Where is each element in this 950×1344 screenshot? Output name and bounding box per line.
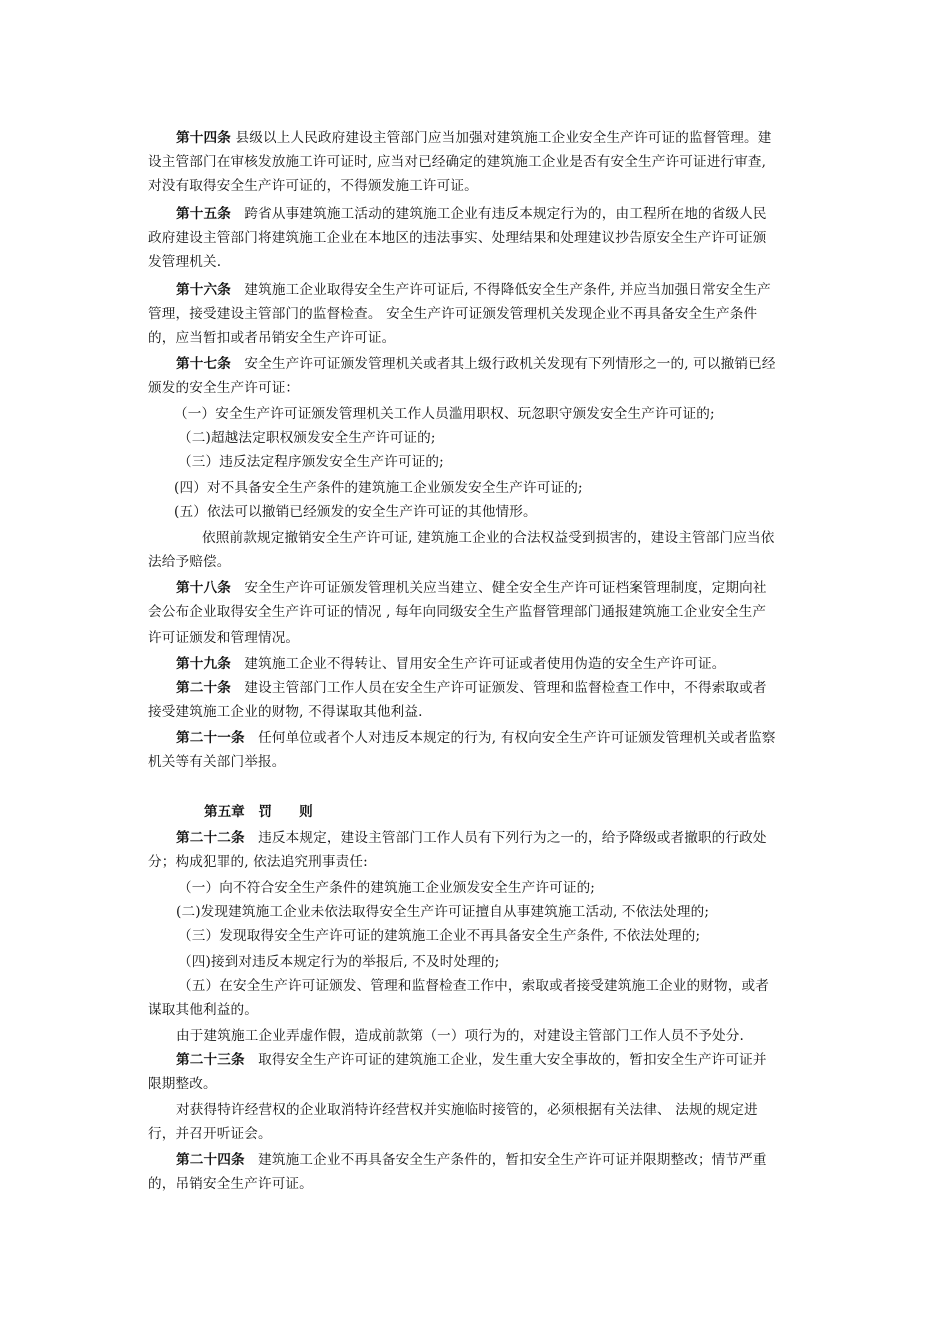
article-15-line-1: 第十五条 跨省从事建筑施工活动的建筑施工企业有违反本规定行为的，由工程所在地的省级人民 xyxy=(176,206,767,222)
article-23-para-line-1: 对获得特许经营权的企业取消特许经营权并实施临时接管的，必须根据有关法律、 法规的规定进 xyxy=(176,1102,758,1118)
article-15-line-3: 发管理机关. xyxy=(148,254,222,270)
article-19-line-1: 第十九条 建筑施工企业不得转让、冒用安全生产许可证或者使用伪造的安全生产许可证。 xyxy=(176,656,726,672)
article-18-line-1: 第十八条 安全生产许可证颁发管理机关应当建立、健全安全生产许可证档案管理制度，定期向社 xyxy=(176,580,767,596)
article-14-line-3: 对没有取得安全生产许可证的，不得颁发施工许可证。 xyxy=(148,178,478,194)
article-17-item-5: (五）依法可以撤销已经颁发的安全生产许可证的其他情形。 xyxy=(174,504,537,520)
article-23-label: 第二十三条 xyxy=(176,1052,245,1068)
article-17-item-4: (四）对不具备安全生产条件的建筑施工企业颁发安全生产许可证的; xyxy=(174,480,583,496)
article-17-line-2: 颁发的安全生产许可证： xyxy=(148,380,300,396)
article-23-para-line-2: 行，并召开听证会。 xyxy=(148,1126,272,1142)
article-22-item-3: （三）发现取得安全生产许可证的建筑施工企业不再具备安全生产条件, 不依法处理的; xyxy=(178,928,701,944)
article-17-line-1: 第十七条 安全生产许可证颁发管理机关或者其上级行政机关发现有下列情形之一的, 可以撤销已经 xyxy=(176,356,776,372)
article-24-line-1: 第二十四条 建筑施工企业不再具备安全生产条件的，暂扣安全生产许可证并限期整改；情节严重 xyxy=(176,1152,767,1168)
article-17-para-line-1: 依照前款规定撤销安全生产许可证, 建筑施工企业的合法权益受到损害的，建设主管部门应当依 xyxy=(202,530,775,546)
article-22-item-2: (二)发现建筑施工企业未依法取得安全生产许可证擅自从事建筑施工活动, 不依法处理的; xyxy=(176,904,710,920)
article-14-label: 第十四条 xyxy=(176,130,231,146)
article-21-line-2: 机关等有关部门举报。 xyxy=(148,754,286,770)
article-22-item-5-line-1: （五）在安全生产许可证颁发、管理和监督检查工作中，索取或者接受建筑施工企业的财物，或者 xyxy=(178,978,769,994)
article-21-line-1: 第二十一条 任何单位或者个人对违反本规定的行为, 有权向安全生产许可证颁发管理机关或者监察 xyxy=(176,730,776,746)
article-17-label: 第十七条 xyxy=(176,356,231,372)
article-16-line-2: 管理，接受建设主管部门的监督检查。 安全生产许可证颁发管理机关发现企业不再具备安全生产条件 xyxy=(148,306,758,322)
article-20-label: 第二十条 xyxy=(176,680,231,696)
article-22-item-5-line-2: 谋取其他利益的。 xyxy=(148,1002,258,1018)
article-22-line-2: 分；构成犯罪的, 依法追究刑事责任: xyxy=(148,854,368,870)
article-20-line-2: 接受建筑施工企业的财物, 不得谋取其他利益. xyxy=(148,704,423,720)
article-22-item-4: （四)接到对违反本规定行为的举报后, 不及时处理的; xyxy=(178,954,500,970)
article-16-label: 第十六条 xyxy=(176,282,231,298)
article-14-line-1: 第十四条 县级以上人民政府建设主管部门应当加强对建筑施工企业安全生产许可证的监督管理。建 xyxy=(176,130,772,146)
article-17-item-3: （三）违反法定程序颁发安全生产许可证的; xyxy=(178,454,444,470)
article-15-label: 第十五条 xyxy=(176,206,231,222)
article-23-line-2: 限期整改。 xyxy=(148,1076,217,1092)
article-18-label: 第十八条 xyxy=(176,580,231,596)
article-22-line-1: 第二十二条 违反本规定，建设主管部门工作人员有下列行为之一的，给予降级或者撤职的行政处 xyxy=(176,830,767,846)
article-21-label: 第二十一条 xyxy=(176,730,245,746)
article-15-line-2: 政府建设主管部门将建筑施工企业在本地区的违法事实、处理结果和处理建议抄告原安全生产许可证颁 xyxy=(148,230,767,246)
article-23-line-1: 第二十三条 取得安全生产许可证的建筑施工企业，发生重大安全事故的，暂扣安全生产许可证并 xyxy=(176,1052,767,1068)
article-22-item-1: （一）向不符合安全生产条件的建筑施工企业颁发安全生产许可证的; xyxy=(178,880,596,896)
article-16-line-3: 的，应当暂扣或者吊销安全生产许可证。 xyxy=(148,330,396,346)
article-19-label: 第十九条 xyxy=(176,656,231,672)
article-17-item-1: （一）安全生产许可证颁发管理机关工作人员滥用职权、玩忽职守颁发安全生产许可证的; xyxy=(174,406,715,422)
article-14-line-2: 设主管部门在审核发放施工许可证时, 应当对已经确定的建筑施工企业是否有安全生产许可证进行审查, xyxy=(148,154,767,170)
article-22-para: 由于建筑施工企业弄虚作假，造成前款第（一）项行为的，对建设主管部门工作人员不予处分. xyxy=(176,1028,744,1044)
article-17-item-2: （二)超越法定职权颁发安全生产许可证的; xyxy=(178,430,436,446)
article-20-line-1: 第二十条 建设主管部门工作人员在安全生产许可证颁发、管理和监督检查工作中，不得索取或者 xyxy=(176,680,767,696)
article-17-para-line-2: 法给予赔偿。 xyxy=(148,554,231,570)
article-24-line-2: 的，吊销安全生产许可证。 xyxy=(148,1176,313,1192)
article-22-label: 第二十二条 xyxy=(176,830,245,846)
article-16-line-1: 第十六条 建筑施工企业取得安全生产许可证后, 不得降低安全生产条件, 并应当加强日常安全生产 xyxy=(176,282,771,298)
chapter-5-heading: 第五章 罚 则 xyxy=(204,804,313,820)
article-18-line-3: 许可证颁发和管理情况。 xyxy=(148,630,300,646)
article-18-line-2: 会公布企业取得安全生产许可证的情况 , 每年向同级安全生产监督管理部门通报建筑施工企业安全生产 xyxy=(148,604,767,620)
article-24-label: 第二十四条 xyxy=(176,1152,245,1168)
